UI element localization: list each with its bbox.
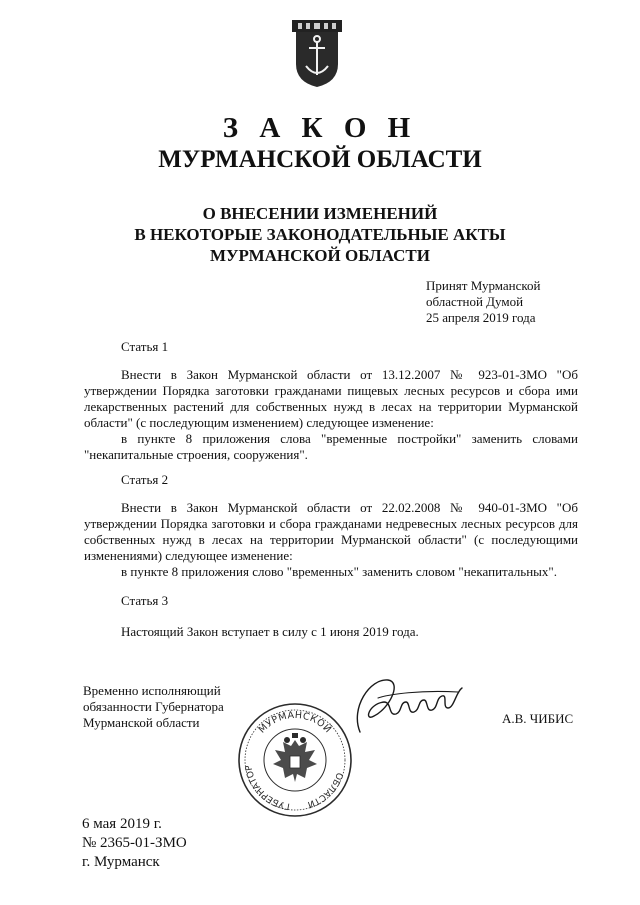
article-heading: Статья 3 [121, 593, 169, 608]
signing-date: 6 мая 2019 г. [82, 816, 162, 832]
signatory-position-line: обязанности Губернатора [83, 699, 224, 714]
handwritten-signature [330, 668, 470, 738]
document-footer [82, 815, 187, 872]
law-subtitle [0, 203, 640, 266]
subtitle-line: О ВНЕСЕНИИ ИЗМЕНЕНИЙ [202, 204, 438, 223]
acceptance-line: 25 апреля 2019 года [426, 310, 536, 325]
article-paragraph: Внести в Закон Мурманской области от 22.02.2008 № 940-01-ЗМО "Об утверждении Порядка заготовки и сбора гражданами недревесных лесных ресурсов для собственных нужд в лесах на территории Мурманской области" (с последующими изменениями) следующее изменение: [84, 500, 578, 563]
acceptance-line: Принят Мурманской [426, 278, 541, 293]
signing-place: г. Мурманск [82, 854, 160, 870]
article-paragraph: в пункте 8 приложения слово "временных" заменить словом "некапитальных". [121, 564, 557, 579]
law-region: МУРМАНСКОЙ ОБЛАСТИ [158, 146, 482, 173]
subtitle-line: МУРМАНСКОЙ ОБЛАСТИ [210, 246, 430, 265]
law-number: № 2365-01-ЗМО [82, 835, 187, 851]
svg-text:МУРМАНСКОЙ [257, 710, 335, 736]
signatory-position [83, 683, 224, 731]
subtitle-line: В НЕКОТОРЫЕ ЗАКОНОДАТЕЛЬНЫЕ АКТЫ [134, 225, 506, 244]
article-heading: Статья 2 [121, 472, 169, 487]
article-heading: Статья 1 [121, 339, 169, 354]
article-paragraph: Внести в Закон Мурманской области от 13.12.2007 № 923-01-ЗМО "Об утверждении Порядка заготовки гражданами пищевых лесных ресурсов и сбора ими лекарственных растений для собственных нужд в лесах на территории Мурманской области" (с последующим изменением) следующее изменение: [84, 367, 578, 430]
seal-text-left: ГУБЕРНАТОР [244, 764, 291, 811]
signatory-position-line: Временно исполняющий [83, 683, 221, 698]
article-paragraph: Настоящий Закон вступает в силу с 1 июня 2019 года. [121, 624, 419, 639]
signatory-position-line: Мурманской области [83, 715, 200, 730]
law-title: З А К О Н [222, 112, 418, 144]
acceptance-line: областной Думой [426, 294, 524, 309]
svg-text:ОБЛАСТИ [306, 771, 344, 809]
article-paragraph: в пункте 8 приложения слова "временные постройки" заменить словами "некапитальные строения, сооружения". [84, 431, 578, 462]
coat-of-arms-icon [292, 20, 342, 88]
seal-text-top: МУРМАНСКОЙ [256, 709, 334, 736]
signatory-name: А.В. ЧИБИС [502, 711, 574, 726]
acceptance-note [426, 278, 541, 326]
seal-text-right: ОБЛАСТИ [305, 770, 345, 810]
